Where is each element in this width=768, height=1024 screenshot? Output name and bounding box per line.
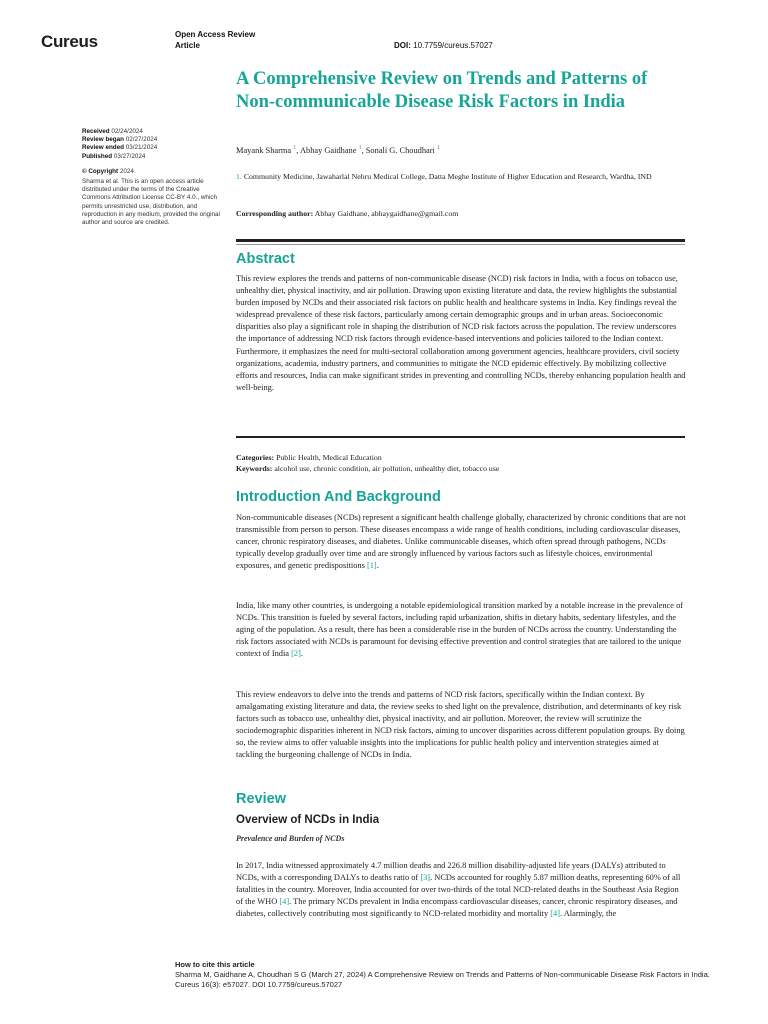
intro-heading: Introduction And Background (236, 489, 441, 505)
copyright-label: © Copyright (82, 167, 119, 175)
footer-citation: Sharma M, Gaidhane A, Choudhari S G (March 27, 2024) A Comprehensive Review on Trends and Patterns of Non-communicable Disease Risk Factors in India. Cureus 16(3): e57027. DOI 10.7759/cureus.57027 (175, 970, 710, 990)
author-affiliation-mark: 1 (436, 145, 440, 151)
author-affiliation-mark: 1 (293, 145, 297, 151)
citation-footer (175, 960, 735, 991)
author-name[interactable]: Sonali G. Choudhari (365, 145, 435, 155)
intro-p1-text: Non-communicable diseases (NCDs) represent a significant health challenge globally, characterized by chronic conditions that are not transmissible from person to person. These diseases encompass a wide range of health conditions, including cardiovascular diseases, cancer, chronic respiratory diseases, and diabetes. Unlike communicable diseases, which often spread through pathogens, NCDs typically develop gradually over time and are strongly influenced by various factors such as lifestyle choices, environmental exposures, and genetic predispositions (236, 513, 686, 571)
footer-label: How to cite this article (175, 960, 255, 969)
review-p1-text-a: In 2017, India witnessed approximately 4.7 million deaths and 226.8 million disability-adjusted life years (DALYs) attributed to NCDs, with a corresponding DALYs to deaths ratio of (236, 861, 666, 883)
article-type-line1: Open Access Review (175, 30, 256, 39)
review-ended-label: Review ended (82, 144, 124, 152)
license-text: Sharma et al. This is an open access article distributed under the terms of the Creative Commons Attribution License CC-BY 4.0., which permits unrestricted use, distribution, and reproduction in any medium, provided the original author and source are credited. (82, 178, 220, 227)
received-label: Received (82, 128, 110, 135)
article-type-line2: Article (175, 40, 200, 50)
doi (394, 41, 493, 50)
review-ended-row (82, 144, 222, 152)
categories-row (236, 452, 686, 463)
doi-label: DOI: (394, 41, 411, 50)
author-name[interactable]: Mayank Sharma (236, 145, 292, 155)
review-began-label: Review began (82, 136, 124, 144)
article-title: A Comprehensive Review on Trends and Patterns of Non-communicable Disease Risk Factors in India (236, 69, 648, 112)
copyright-year: 2024 (119, 167, 134, 175)
affiliation-number: 1. (236, 172, 242, 181)
review-p1-text-b: . NCDs accounted for roughly 5.87 million deaths, representing 60% of all fatalities in the country. Moreover, India accounted for over two-thirds of the total NCD-related deaths in the Southeast Asia Region of the WHO (236, 873, 681, 907)
categories-label: Categories: (236, 453, 275, 462)
received-date: 02/24/2024 (111, 128, 143, 135)
corresponding-text[interactable]: Abhay Gaidhane, abhaygaidhane@gmail.com (314, 209, 459, 218)
abstract-top-divider-thin (236, 244, 685, 245)
published-row (82, 153, 222, 161)
keywords-value: alcohol use, chronic condition, air pollution, unhealthy diet, tobacco use (274, 464, 500, 473)
corresponding-label: Corresponding author: (236, 209, 314, 218)
author-list: Mayank Sharma $^1$, Abhay Gaidhane $^1$, Sonali G. Choudhari $^1$ (236, 145, 440, 155)
citation-ref[interactable]: [2] (291, 649, 301, 659)
citation-ref[interactable]: [4] (279, 897, 290, 907)
copyright-row (82, 168, 222, 176)
intro-paragraph-3: This review endeavors to delve into the trends and patterns of NCD risk factors, specifically within the Indian context. By amalgamating existing literature and data, the review seeks to shed light on the prevalence, distribution, and determinants of key risk factors such as tobacco use, unhealthy diet, physical inactivity, and air pollution. Moreover, the review will scrutinize the sociodemographic disparities inherent in NCD risk factors, aiming to uncover disparities across different population groups. By doing so, the review aims to offer valuable insights into the implications for public health policy and intervention strategies aimed at tackling the burgeoning challenge of NCDs in India. (236, 690, 685, 760)
intro-paragraph-1: Non-communicable diseases (NCDs) represent a significant health challenge globally, characterized by chronic conditions that are not transmissible from person to person. These diseases encompass a wide range of health conditions, including cardiovascular diseases, cancer, chronic respiratory diseases, and diabetes. Unlike communicable diseases, which often spread through pathogens, NCDs typically develop gradually over time and are strongly influenced by various factors such as lifestyle choices, environmental exposures, and genetic predispositions [1]. (236, 513, 686, 571)
corresponding-author (236, 209, 686, 218)
received-row (82, 128, 222, 136)
review-paragraph-1 (236, 860, 686, 920)
review-p1-text-c: . The primary NCDs prevalent in India encompass cardiovascular diseases, cancer, chronic respiratory diseases, and diabetes, collectively contributing most significantly to NCD-related morbidity and mortality (236, 897, 678, 919)
article-history-sidebar (82, 128, 222, 227)
categories-value[interactable]: Public Health, Medical Education (276, 453, 382, 462)
article-type (175, 30, 255, 51)
affiliation (236, 171, 686, 182)
published-label: Published (82, 152, 113, 160)
review-subheading: Overview of NCDs in India (236, 814, 380, 826)
review-heading: Review (236, 791, 286, 807)
citation-ref[interactable]: [1] (366, 561, 377, 571)
review-subsubheading: Prevalence and Burden of NCDs (236, 834, 345, 843)
author-affiliation-mark: 1 (358, 145, 362, 151)
keywords-label: Keywords: (236, 464, 273, 473)
abstract-heading: Abstract (236, 251, 295, 267)
abstract-bottom-divider (236, 436, 685, 438)
published-date: 03/27/2024 (113, 152, 146, 160)
review-began-date: 02/27/2024 (125, 136, 158, 144)
review-ended-date: 03/21/2024 (125, 144, 158, 152)
citation-ref[interactable]: [3] (420, 873, 431, 883)
review-began-row (82, 136, 222, 144)
intro-paragraph-2: India, like many other countries, is undergoing a notable epidemiological transition marked by a notable increase in the prevalence of NCDs. This transition is fueled by several factors, including rapid urbanization, shifts in dietary habits, sedentary lifestyles, and the aging of the population. As a result, there has been a considerable rise in the burden of NCDs across the country. Understanding the risk factors associated with NCDs is paramount for devising effective prevention and control strategies that are tailored to the unique context of India [2]. (236, 601, 684, 659)
author-name[interactable]: Abhay Gaidhane (299, 145, 357, 155)
affiliation-text: Community Medicine, Jawaharlal Nehru Medical College, Datta Meghe Institute of Higher Education and Research, Wardha, IND (243, 172, 652, 181)
abstract-text: This review explores the trends and patterns of non-communicable disease (NCD) risk factors in India, with a focus on tobacco use, unhealthy diet, physical inactivity, and air pollution. Drawing upon existing literature and data, the review highlights the substantial burden imposed by NCDs and their associated risk factors on public health and healthcare systems in India. Key findings reveal the widespread prevalence of these risk factors, particularly among certain demographic groups and in urban areas. Socioeconomic disparities also play a significant role in shaping the distribution of NCD risk factors across the population. The review underscores the importance of addressing NCD risk factors through evidence-based interventions and policies tailored to the Indian context. Furthermore, it emphasizes the need for multi-sectoral collaboration among government agencies, healthcare providers, civil society organizations, academia, industry partners, and communities to mitigate the NCD epidemic effectively. By mobilizing collective efforts and resources, India can make significant strides in preventing and controlling NCDs, thereby enhancing population health and well-being. (236, 274, 686, 392)
doi-value[interactable]: 10.7759/cureus.57027 (413, 41, 493, 50)
article-meta (236, 452, 686, 474)
cureus-logo[interactable]: Cureus (41, 32, 98, 51)
citation-ref[interactable]: [4] (550, 909, 560, 919)
review-p1-text-d: . Alarmingly, the (560, 909, 617, 919)
keywords-row (236, 463, 686, 474)
intro-p2-text: India, like many other countries, is undergoing a notable epidemiological transition marked by a notable increase in the prevalence of NCDs. This transition is fueled by several factors, including rapid urbanization, shifts in dietary habits, sedentary lifestyles, and the aging of the population. As a result, there has been a considerable rise in the burden of NCDs across the country. Understanding the risk factors associated with NCDs is paramount for devising effective prevention and control strategies that are tailored to the unique context of India (236, 601, 684, 659)
abstract-top-divider (236, 239, 685, 242)
